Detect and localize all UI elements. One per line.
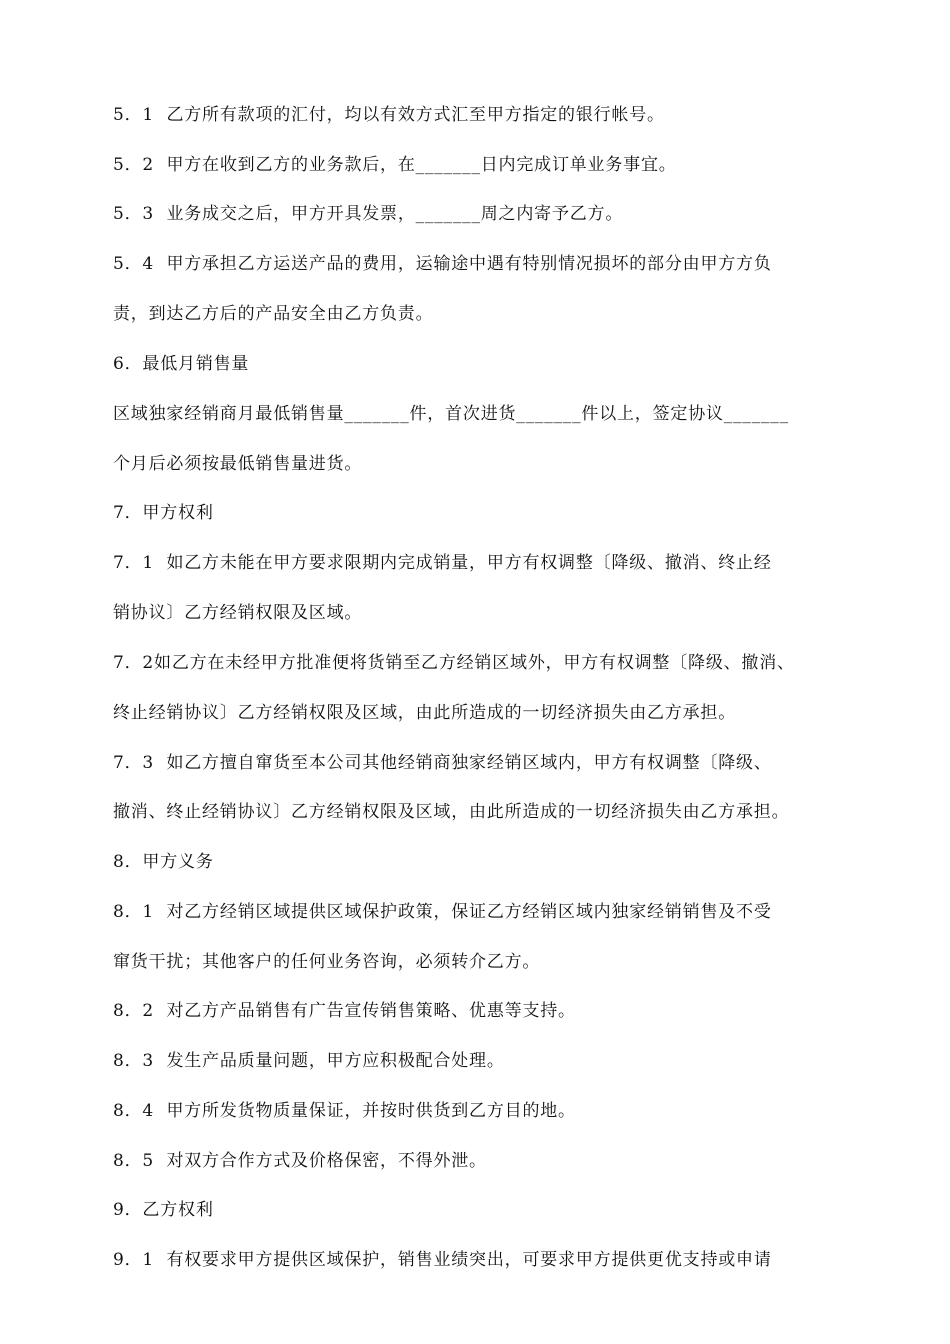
clause-7-3: 7．3 如乙方擅自窜货至本公司其他经销商独家经销区域内，甲方有权调整〔降级、 bbox=[113, 753, 772, 773]
clause-8-4: 8．4 甲方所发货物质量保证，并按时供货到乙方目的地。 bbox=[113, 1101, 576, 1121]
section-9-heading: 9．乙方权利 bbox=[113, 1200, 214, 1220]
clause-5-1: 5．1 乙方所有款项的汇付，均以有效方式汇至甲方指定的银行帐号。 bbox=[113, 105, 665, 125]
clause-8-2: 8．2 对乙方产品销售有广告宣传销售策略、优惠等支持。 bbox=[113, 1001, 576, 1021]
clause-7-1: 7．1 如乙方未能在甲方要求限期内完成销量，甲方有权调整〔降级、撤消、终止经 bbox=[113, 553, 772, 573]
clause-8-3: 8．3 发生产品质量问题，甲方应积极配合处理。 bbox=[113, 1051, 505, 1071]
clause-7-2: 7．2如乙方在未经甲方批准便将货销至乙方经销区域外，甲方有权调整〔降级、撤消、 bbox=[113, 653, 795, 673]
section-6-heading: 6．最低月销售量 bbox=[113, 354, 250, 374]
clause-7-3-continued: 撤消、终止经销协议〕乙方经销权限及区域，由此所造成的一切经济损失由乙方承担。 bbox=[113, 802, 790, 822]
clause-7-1-continued: 销协议〕乙方经销权限及区域。 bbox=[113, 603, 363, 623]
clause-5-3: 5．3 业务成交之后，甲方开具发票，_______周之内寄予乙方。 bbox=[113, 204, 624, 224]
clause-9-1: 9．1 有权要求甲方提供区域保护，销售业绩突出，可要求甲方提供更优支持或申请 bbox=[113, 1250, 772, 1270]
section-6-body: 区域独家经销商月最低销售量_______件，首次进货_______件以上，签定协议_______ bbox=[113, 404, 789, 424]
clause-5-2: 5．2 甲方在收到乙方的业务款后，在_______日内完成订单业务事宜。 bbox=[113, 155, 677, 175]
section-7-heading: 7．甲方权利 bbox=[113, 503, 214, 523]
clause-5-4: 5．4 甲方承担乙方运送产品的费用，运输途中遇有特别情况损坏的部分由甲方方负 bbox=[113, 254, 772, 274]
section-6-body-continued: 个月后必须按最低销售量进货。 bbox=[113, 454, 363, 474]
clause-8-1-continued: 窜货干扰；其他客户的任何业务咨询，必须转介乙方。 bbox=[113, 952, 541, 972]
clause-8-5: 8．5 对双方合作方式及价格保密，不得外泄。 bbox=[113, 1151, 487, 1171]
clause-5-4-continued: 责，到达乙方后的产品安全由乙方负责。 bbox=[113, 304, 434, 324]
clause-7-2-continued: 终止经销协议〕乙方经销权限及区域，由此所造成的一切经济损失由乙方承担。 bbox=[113, 703, 736, 723]
section-8-heading: 8．甲方义务 bbox=[113, 852, 214, 872]
clause-8-1: 8．1 对乙方经销区域提供区域保护政策，保证乙方经销区域内独家经销销售及不受 bbox=[113, 902, 772, 922]
